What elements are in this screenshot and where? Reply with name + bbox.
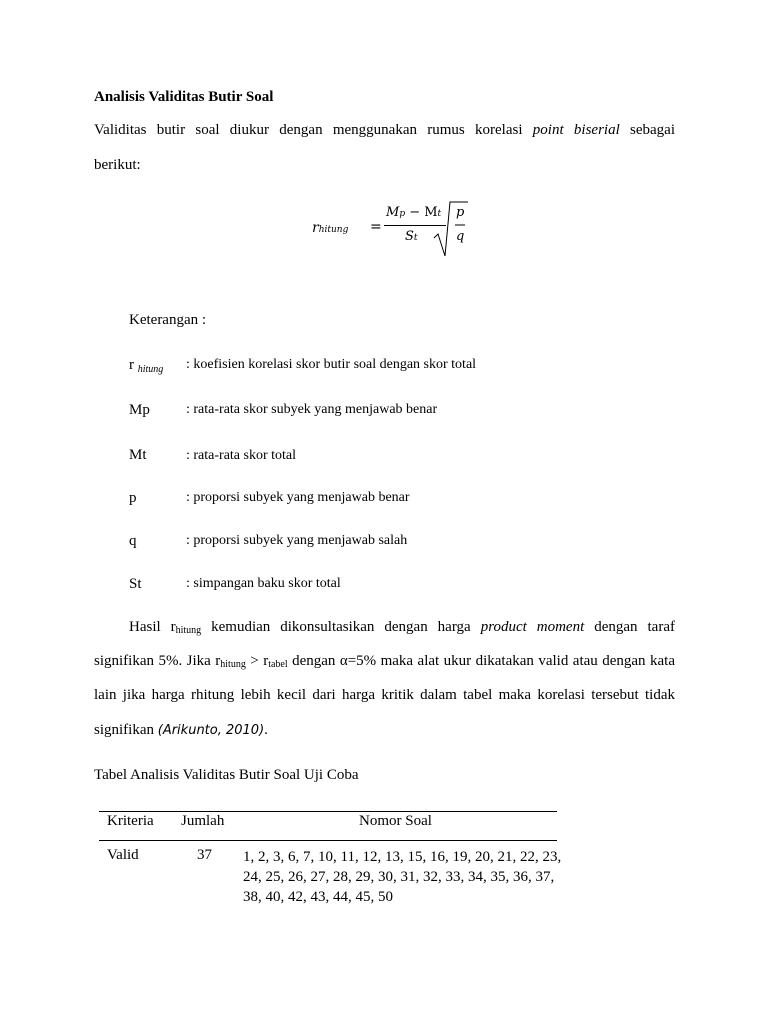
result-line-4: signifikan (Arikunto, 2010). xyxy=(94,722,268,738)
formula-lhs: rhitung xyxy=(312,220,349,236)
definition-mt: : rata-rata skor total xyxy=(186,448,297,463)
section-heading: Analisis Validitas Butir Soal xyxy=(94,89,274,105)
keterangan-label: Keterangan : xyxy=(129,312,207,328)
intro-paragraph-line-1 xyxy=(94,123,675,138)
sqrt-denominator: q xyxy=(456,229,465,244)
header-nomor-soal: Nomor Soal xyxy=(359,813,432,829)
sqrt-numerator: p xyxy=(456,205,465,220)
result-line-1: Hasil $r_{hitung}$ kemudian dikonsultasikan dengan harga product moment dengan taraf xyxy=(129,619,675,636)
intro-text-end: sebagai xyxy=(619,122,676,138)
term-r-hitung: r $_{hitung}$ xyxy=(129,357,164,375)
header-jumlah: Jumlah xyxy=(181,813,225,829)
header-kriteria: Kriteria xyxy=(107,813,154,829)
product-moment-term: product moment xyxy=(480,619,585,635)
intro-paragraph-line-2: berikut: xyxy=(94,157,141,173)
intro-italic-term: point biserial xyxy=(532,122,620,138)
formula-denominator: St xyxy=(405,229,418,244)
result-line-2: signifikan 5%. Jika $r_{hitung} > r_{tabel}$ dengan α=5% maka alat ukur dikatakan valid atau dengan kata xyxy=(94,653,675,670)
table-header-rule xyxy=(99,840,557,841)
formula-equals: = xyxy=(370,219,382,235)
definition-p: : proporsi subyek yang menjawab benar xyxy=(186,490,410,505)
cell-kriteria: Valid xyxy=(107,847,139,863)
cell-nomor-soal: 1, 2, 3, 6, 7, 10, 11, 12, 13, 15, 16, 19, 20, 21, 22, 23, 24, 25, 26, 27, 28, 29, 30, 31, 32, 33, 34, 35, 36, 37, 38, 40, 42, 43, 44, 45, 50 xyxy=(243,849,562,905)
cell-jumlah: 37 xyxy=(197,847,212,863)
sqrt-sign-icon xyxy=(432,200,472,260)
table-top-rule xyxy=(99,811,557,812)
definition-r-hitung: : koefisien korelasi skor butir soal dengan skor total xyxy=(186,357,477,372)
result-line-3: lain jika harga rhitung lebih kecil dari harga kritik dalam tabel maka korelasi tersebut tidak xyxy=(94,687,675,703)
definition-q: : proporsi subyek yang menjawab salah xyxy=(186,533,408,548)
term-mp: Mp xyxy=(129,402,150,418)
term-st: St xyxy=(129,576,142,592)
term-q: q xyxy=(129,533,137,549)
definition-st: : simpangan baku skor total xyxy=(186,576,341,591)
formula-numerator: Mp − Mt xyxy=(386,205,442,220)
table-caption: Tabel Analisis Validitas Butir Soal Uji Coba xyxy=(94,767,359,783)
term-mt: Mt xyxy=(129,447,147,463)
term-p: p xyxy=(129,490,137,506)
citation: (Arikunto, 2010) xyxy=(157,723,265,738)
intro-text: Validitas butir soal diukur dengan menggunakan rumus korelasi xyxy=(94,122,533,138)
definition-mp: : rata-rata skor subyek yang menjawab benar xyxy=(186,402,438,417)
point-biserial-formula xyxy=(312,200,472,260)
